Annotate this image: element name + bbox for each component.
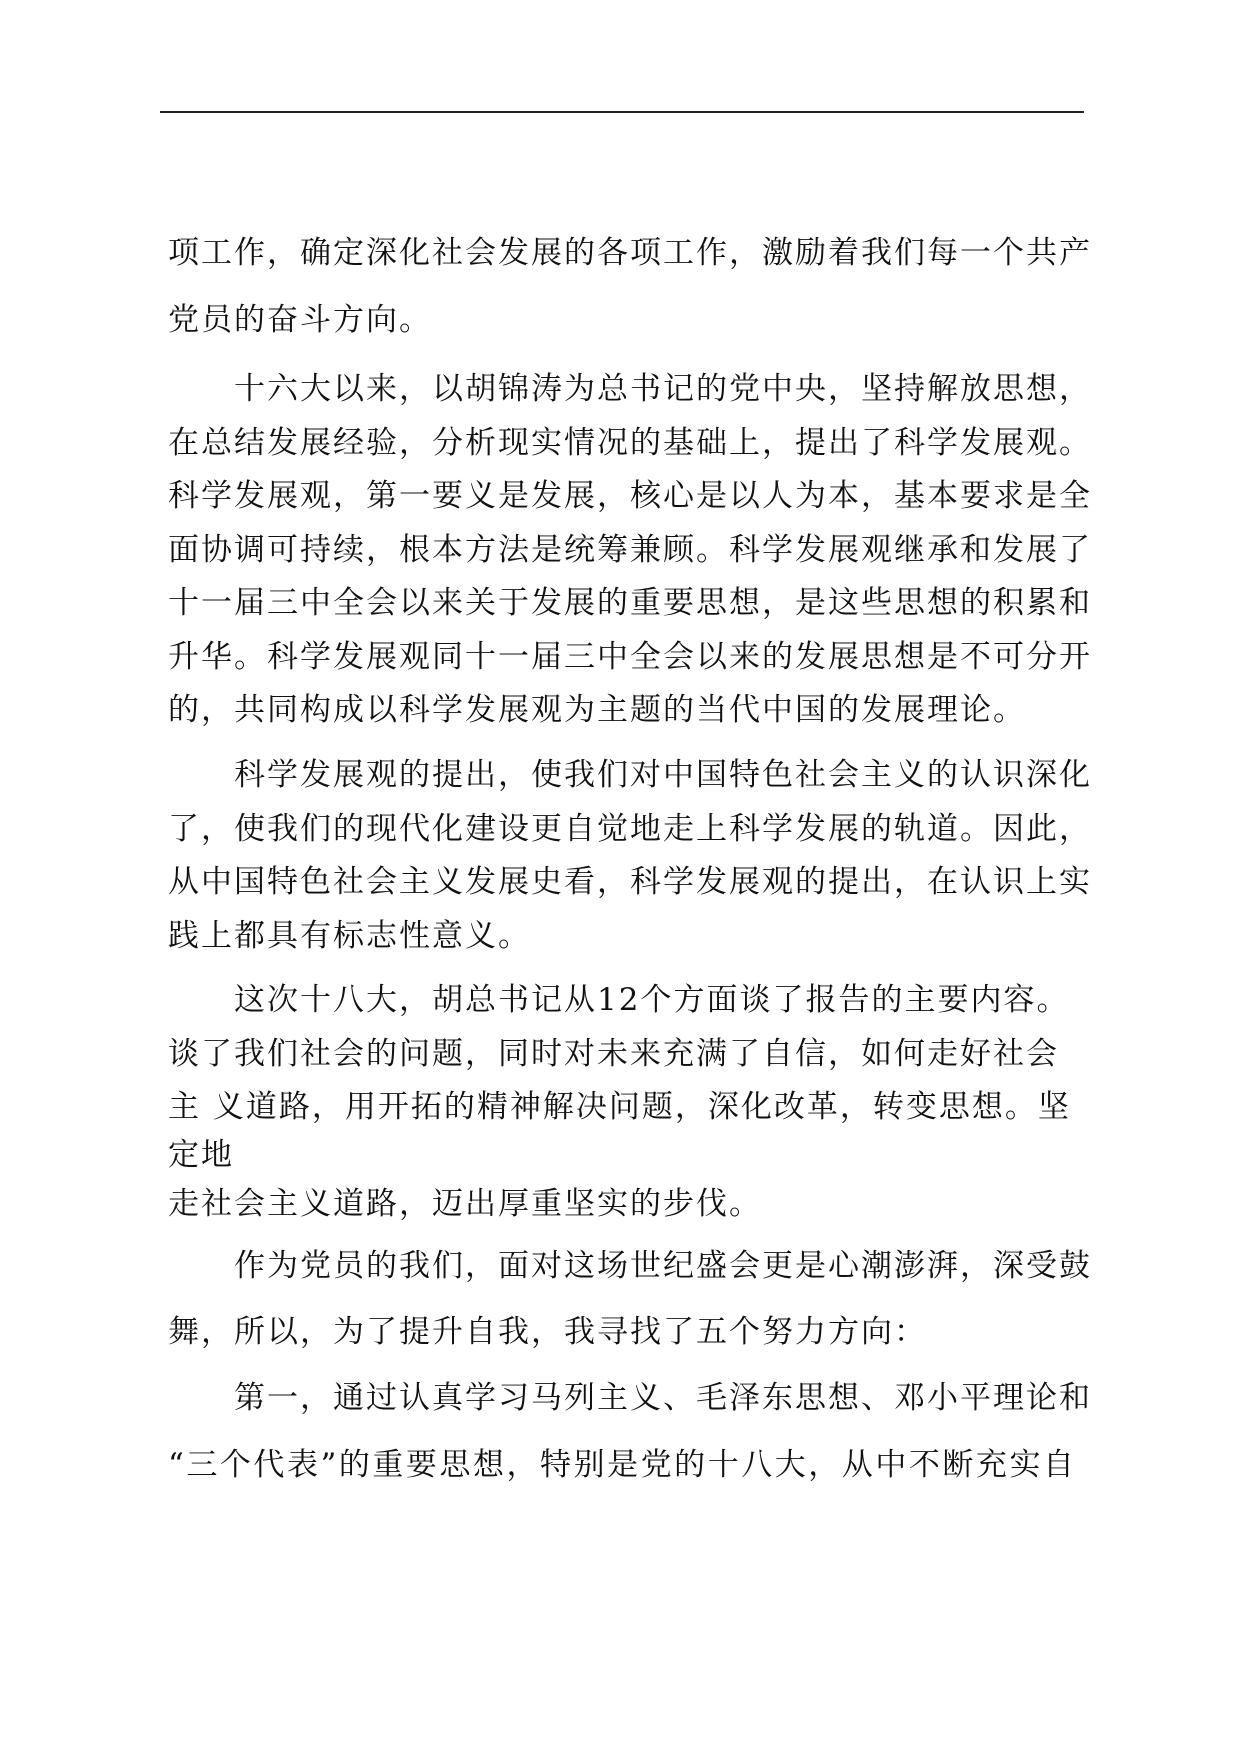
text-line: 作为党员的我们，面对这场世纪盛会更是心潮澎湃，深受鼓	[234, 1248, 1092, 1284]
text-line: 项工作，确定深化社会发展的各项工作，激励着我们每一个共产	[168, 235, 1092, 271]
text-line: 谈了我们社会的问题，同时对未来充满了自信，如何走好社会	[168, 1036, 1059, 1072]
text-line: 第一，通过认真学习马列主义、毛泽东思想、邓小平理论和	[234, 1380, 1092, 1416]
text-line: 从中国特色社会主义发展史看，科学发展观的提出，在认识上实	[168, 864, 1092, 900]
text-line: 这次十八大，胡总书记从12个方面谈了报告的主要内容。	[234, 982, 1070, 1018]
text-line: “三个代表”的重要思想，特别是党的十八大，从中不断充实自	[168, 1447, 1076, 1483]
header-rule	[160, 111, 1084, 113]
text-line: 十六大以来，以胡锦涛为总书记的党中央，坚持解放思想，	[234, 371, 1092, 407]
text-line: 主 义道路，用开拓的精神解决问题，深化改革，转变思想。坚	[168, 1089, 1071, 1125]
text-line: 面协调可持续，根本方法是统筹兼顾。科学发展观继承和发展了	[168, 532, 1092, 568]
text-line: 定地	[168, 1137, 234, 1173]
text-line: 科学发展观，第一要义是发展，核心是以人为本，基本要求是全	[168, 478, 1092, 514]
text-line: 在总结发展经验，分析现实情况的基础上，提出了科学发展观。	[168, 425, 1092, 461]
text-line: 走社会主义道路，迈出厚重坚实的步伐。	[168, 1186, 762, 1222]
text-line: 十一届三中全会以来关于发展的重要思想，是这些思想的积累和	[168, 585, 1092, 621]
text-line: 践上都具有标志性意义。	[168, 918, 531, 954]
text-line: 的，共同构成以科学发展观为主题的当代中国的发展理论。	[168, 692, 1026, 728]
text-line: 舞，所以，为了提升自我，我寻找了五个努力方向：	[168, 1314, 927, 1350]
text-line: 党员的奋斗方向。	[168, 302, 432, 338]
text-line: 升华。科学发展观同十一届三中全会以来的发展思想是不可分开	[168, 639, 1092, 675]
text-line: 科学发展观的提出，使我们对中国特色社会主义的认识深化	[234, 757, 1092, 793]
text-line: 了，使我们的现代化建设更自觉地走上科学发展的轨道。因此，	[168, 811, 1092, 847]
